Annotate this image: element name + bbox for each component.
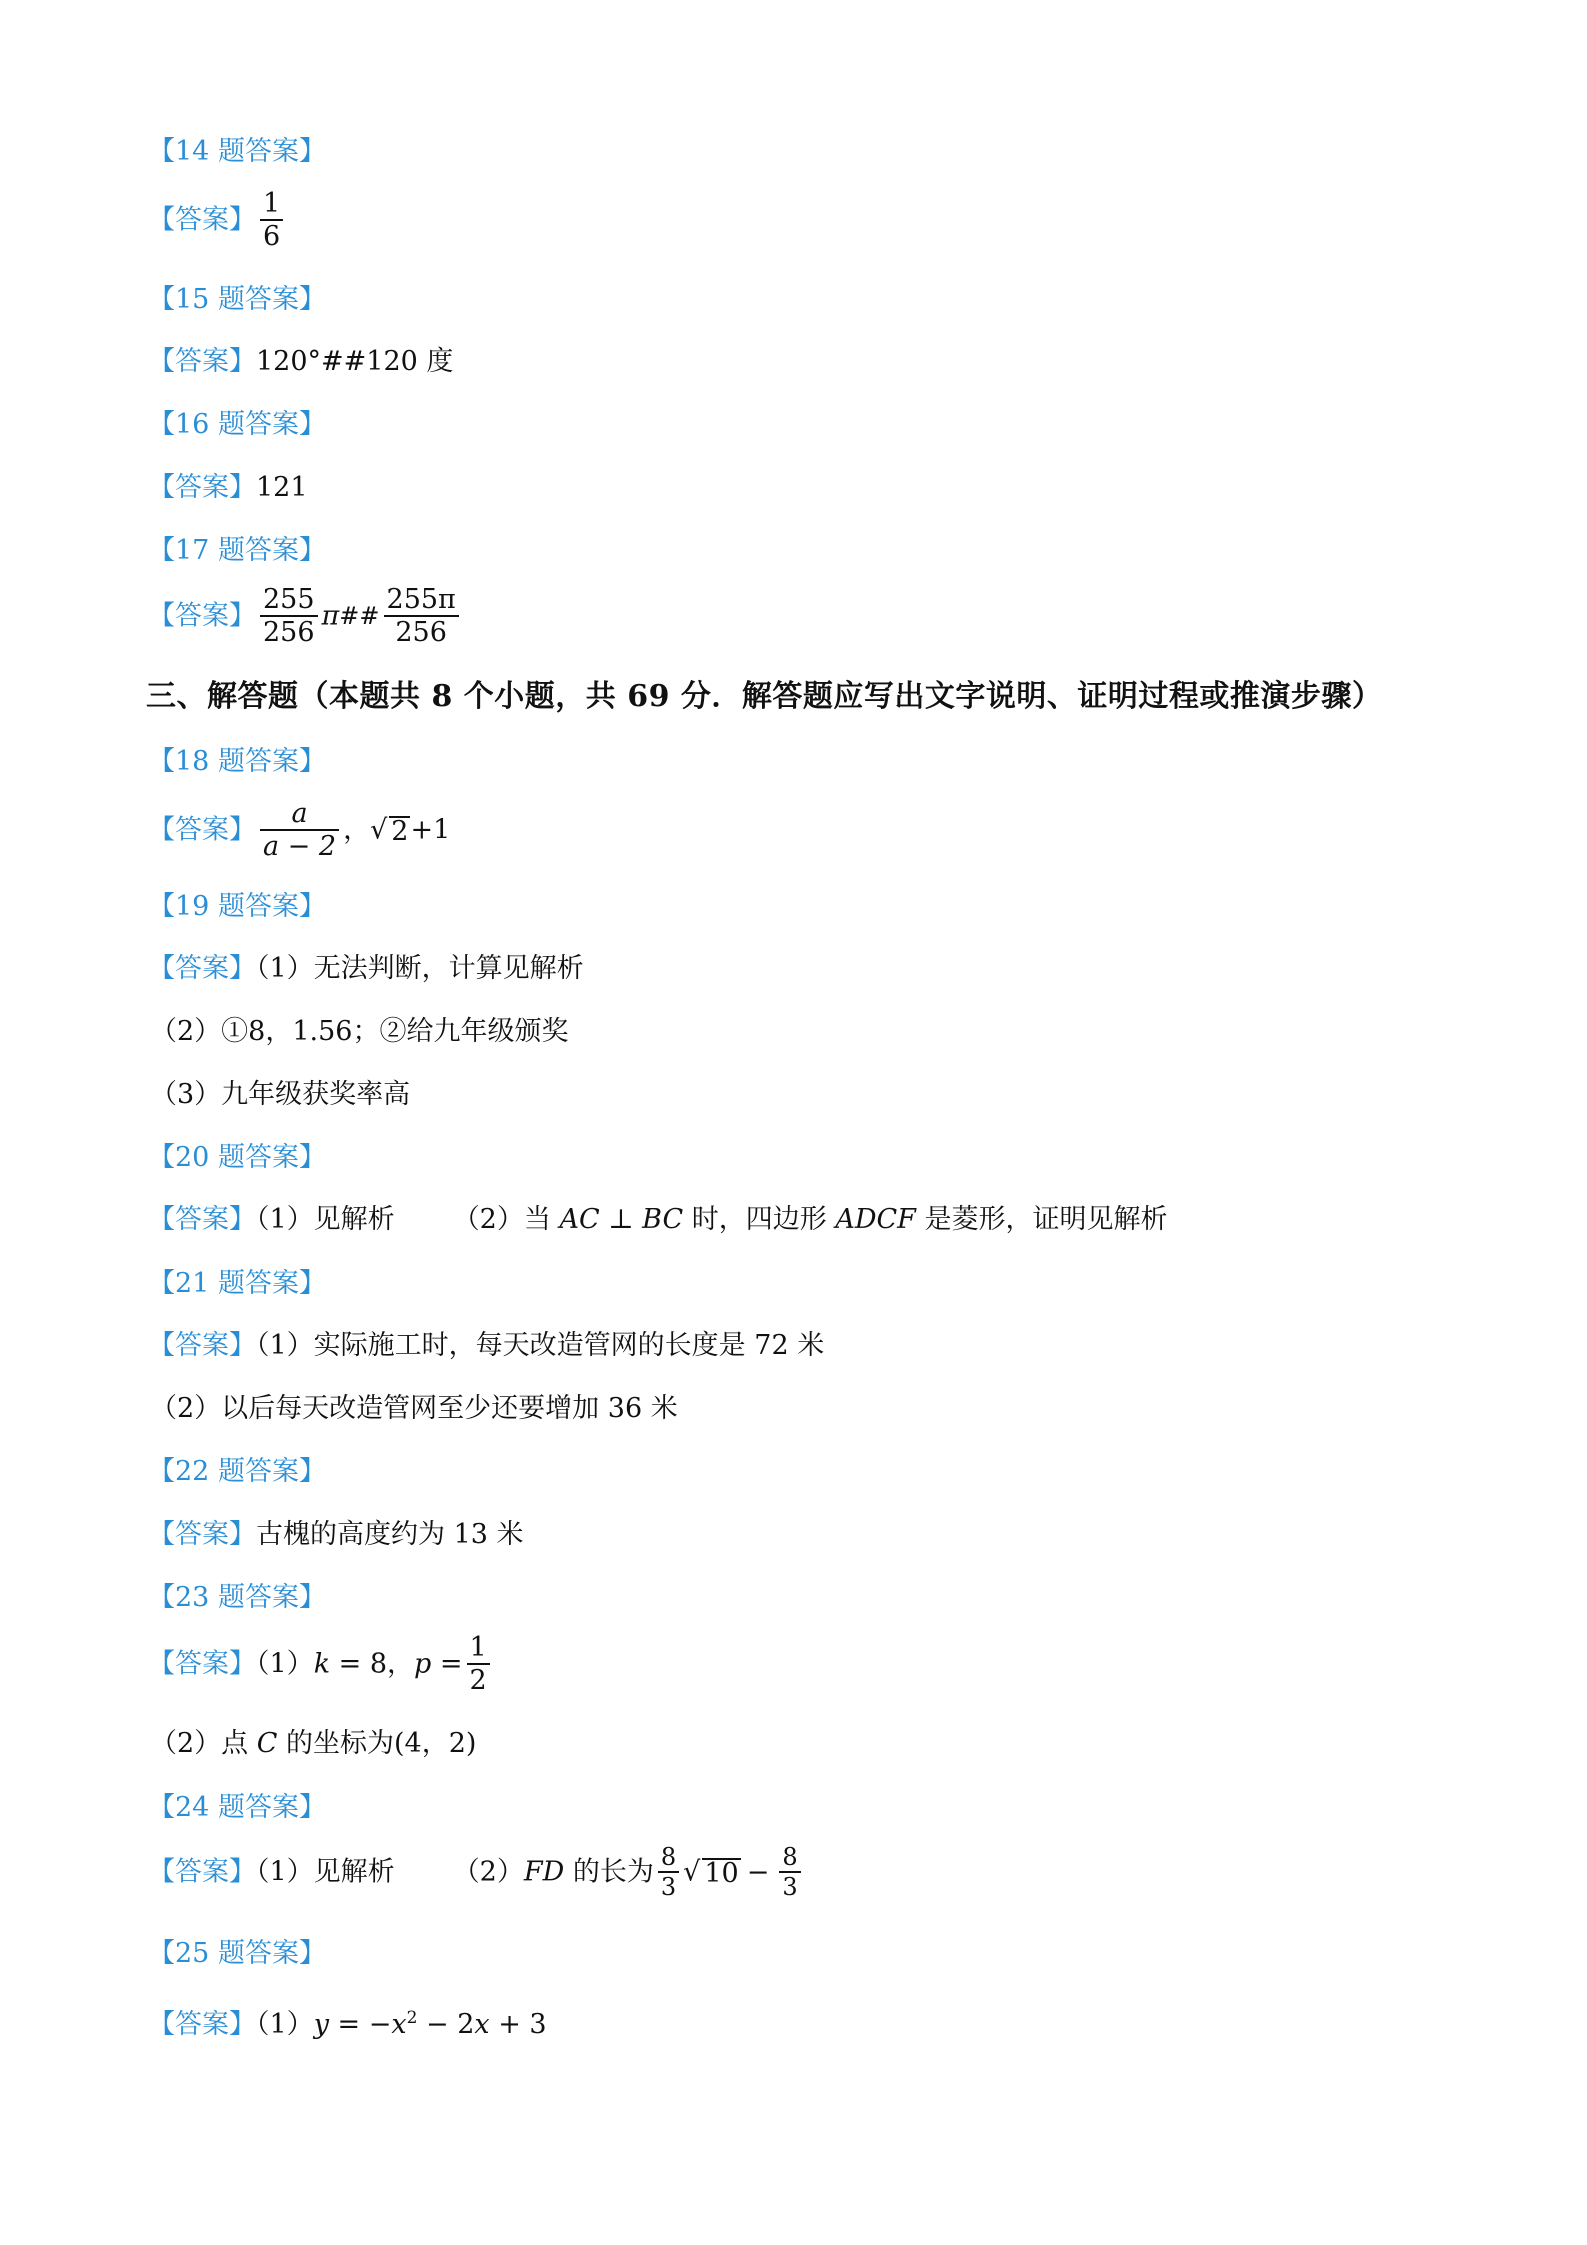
expression-tail: +1 <box>410 814 451 846</box>
answer-tag: 【答案】 <box>148 1519 256 1550</box>
math-text: x <box>474 2009 490 2040</box>
answer-text: 古槐的高度约为 13 米 <box>256 1519 524 1550</box>
answer-text: = 8， <box>330 1648 415 1680</box>
fraction <box>779 1845 800 1899</box>
fraction <box>260 800 339 860</box>
heading-q16: 【16 题答案】 <box>148 409 326 440</box>
fraction-denominator: 256 <box>395 617 447 648</box>
answer-text: （1） <box>256 2009 314 2040</box>
math-text: p <box>414 1648 432 1680</box>
answer-tag: 【答案】 <box>148 953 256 984</box>
heading-q19: 【19 题答案】 <box>148 891 326 922</box>
answer-q19-part2: （2）①8，1.56；②给九年级颁奖 <box>150 1016 569 1047</box>
answer-q19-part3: （3）九年级获奖率高 <box>150 1079 411 1110</box>
math-text: y <box>313 2009 329 2040</box>
math-text: − 2 <box>417 2009 475 2040</box>
exponent: 2 <box>406 2008 418 2028</box>
heading-q22: 【22 题答案】 <box>148 1456 326 1487</box>
answer-text: （1）实际施工时，每天改造管网的长度是 72 米 <box>256 1330 825 1361</box>
answer-text: 时，四边形 <box>683 1204 836 1235</box>
radicand: 10 <box>704 1857 739 1889</box>
answer-text: 121 <box>256 472 308 503</box>
answer-tag: 【答案】 <box>148 2009 256 2040</box>
answer-text: （2） <box>452 1856 524 1888</box>
sqrt-sign: √ <box>683 1856 701 1888</box>
answer-q25 <box>148 2010 547 2038</box>
answer-text: （2）点 <box>150 1728 257 1759</box>
math-text: FD <box>523 1856 565 1888</box>
answer-text: （1）无法判断，计算见解析 <box>256 953 584 984</box>
heading-q23: 【23 题答案】 <box>148 1582 326 1613</box>
math-text: = − <box>328 2009 392 2040</box>
fraction-denominator: 3 <box>660 1873 677 1901</box>
answer-q18 <box>148 800 450 860</box>
math-text: k <box>313 1648 331 1680</box>
fraction-numerator: a <box>260 800 339 831</box>
answer-text: （1） <box>256 1648 314 1680</box>
answer-tag: 【答案】 <box>148 814 256 846</box>
radicand: 2 <box>391 815 409 847</box>
answer-tag: 【答案】 <box>148 472 256 503</box>
answer-text: 的坐标为(4，2) <box>277 1728 477 1759</box>
fraction-numerator: 255 <box>260 586 318 617</box>
heading-q25: 【25 题答案】 <box>148 1938 326 1969</box>
heading-q24: 【24 题答案】 <box>148 1792 326 1823</box>
fraction-numerator: 8 <box>779 1845 800 1873</box>
fraction-denominator: 2 <box>469 1665 487 1696</box>
section-heading: 三、解答题（本题共 8 个小题，共 69 分．解答题应写出文字说明、证明过程或推演步骤） <box>146 679 1383 714</box>
answer-text: 的长为 <box>564 1856 654 1888</box>
answer-tag: 【答案】 <box>148 1648 256 1680</box>
comma: ， <box>343 814 371 846</box>
answer-q24 <box>148 1845 805 1899</box>
math-text: ADCF <box>835 1204 916 1235</box>
heading-q17: 【17 题答案】 <box>148 535 326 566</box>
answer-tag: 【答案】 <box>148 1856 256 1888</box>
answer-text: （2）当 <box>452 1204 560 1235</box>
heading-q20: 【20 题答案】 <box>148 1142 326 1173</box>
fraction-denominator: 6 <box>263 221 281 252</box>
answer-q23-part1 <box>148 1634 494 1694</box>
fraction <box>260 190 283 250</box>
math-text: C <box>256 1728 278 1759</box>
heading-q18: 【18 题答案】 <box>148 746 326 777</box>
answer-q20 <box>148 1206 1167 1233</box>
answer-text: （1）见解析 <box>256 1204 395 1235</box>
math-text: AC ⊥ BC <box>559 1204 684 1235</box>
fraction-denominator: a − 2 <box>263 831 337 862</box>
answer-q21-part1 <box>148 1332 824 1359</box>
answer-tag: 【答案】 <box>148 1330 256 1361</box>
answer-tag: 【答案】 <box>148 600 256 632</box>
answer-q22 <box>148 1521 524 1548</box>
pi-symbol: π <box>321 600 340 632</box>
answer-tag: 【答案】 <box>148 1204 256 1235</box>
fraction <box>658 1845 679 1899</box>
fraction-numerator: 8 <box>658 1845 679 1873</box>
fraction-numerator: 1 <box>260 190 283 221</box>
fraction <box>260 586 318 646</box>
answer-text: 120°##120 度 <box>256 346 454 377</box>
heading-q15: 【15 题答案】 <box>148 284 326 315</box>
answer-q21-part2: （2）以后每天改造管网至少还要增加 36 米 <box>150 1393 678 1424</box>
heading-q21: 【21 题答案】 <box>148 1268 326 1299</box>
answer-q23-part2 <box>150 1730 476 1757</box>
answer-tag: 【答案】 <box>148 204 256 236</box>
answer-q14 <box>148 190 287 250</box>
math-text: x <box>391 2009 407 2040</box>
answer-q17 <box>148 586 463 646</box>
fraction-denominator: 256 <box>263 617 315 648</box>
sqrt-sign: √ <box>370 814 388 846</box>
answer-text: 是菱形，证明见解析 <box>915 1204 1168 1235</box>
minus-sign: − <box>746 1856 770 1888</box>
math-text: + 3 <box>489 2009 547 2040</box>
fraction <box>384 586 459 646</box>
fraction <box>467 1634 490 1694</box>
answer-text: = <box>431 1648 463 1680</box>
heading-q14: 【14 题答案】 <box>148 136 326 167</box>
answer-q16 <box>148 474 308 501</box>
answer-q15 <box>148 348 453 375</box>
answer-q19-part1 <box>148 955 584 982</box>
answer-tag: 【答案】 <box>148 346 256 377</box>
fraction-numerator: 255π <box>384 586 459 617</box>
fraction-denominator: 3 <box>782 1873 798 1901</box>
separator: ## <box>339 602 380 630</box>
answer-text: （1）见解析 <box>256 1856 395 1888</box>
fraction-numerator: 1 <box>467 1634 490 1665</box>
